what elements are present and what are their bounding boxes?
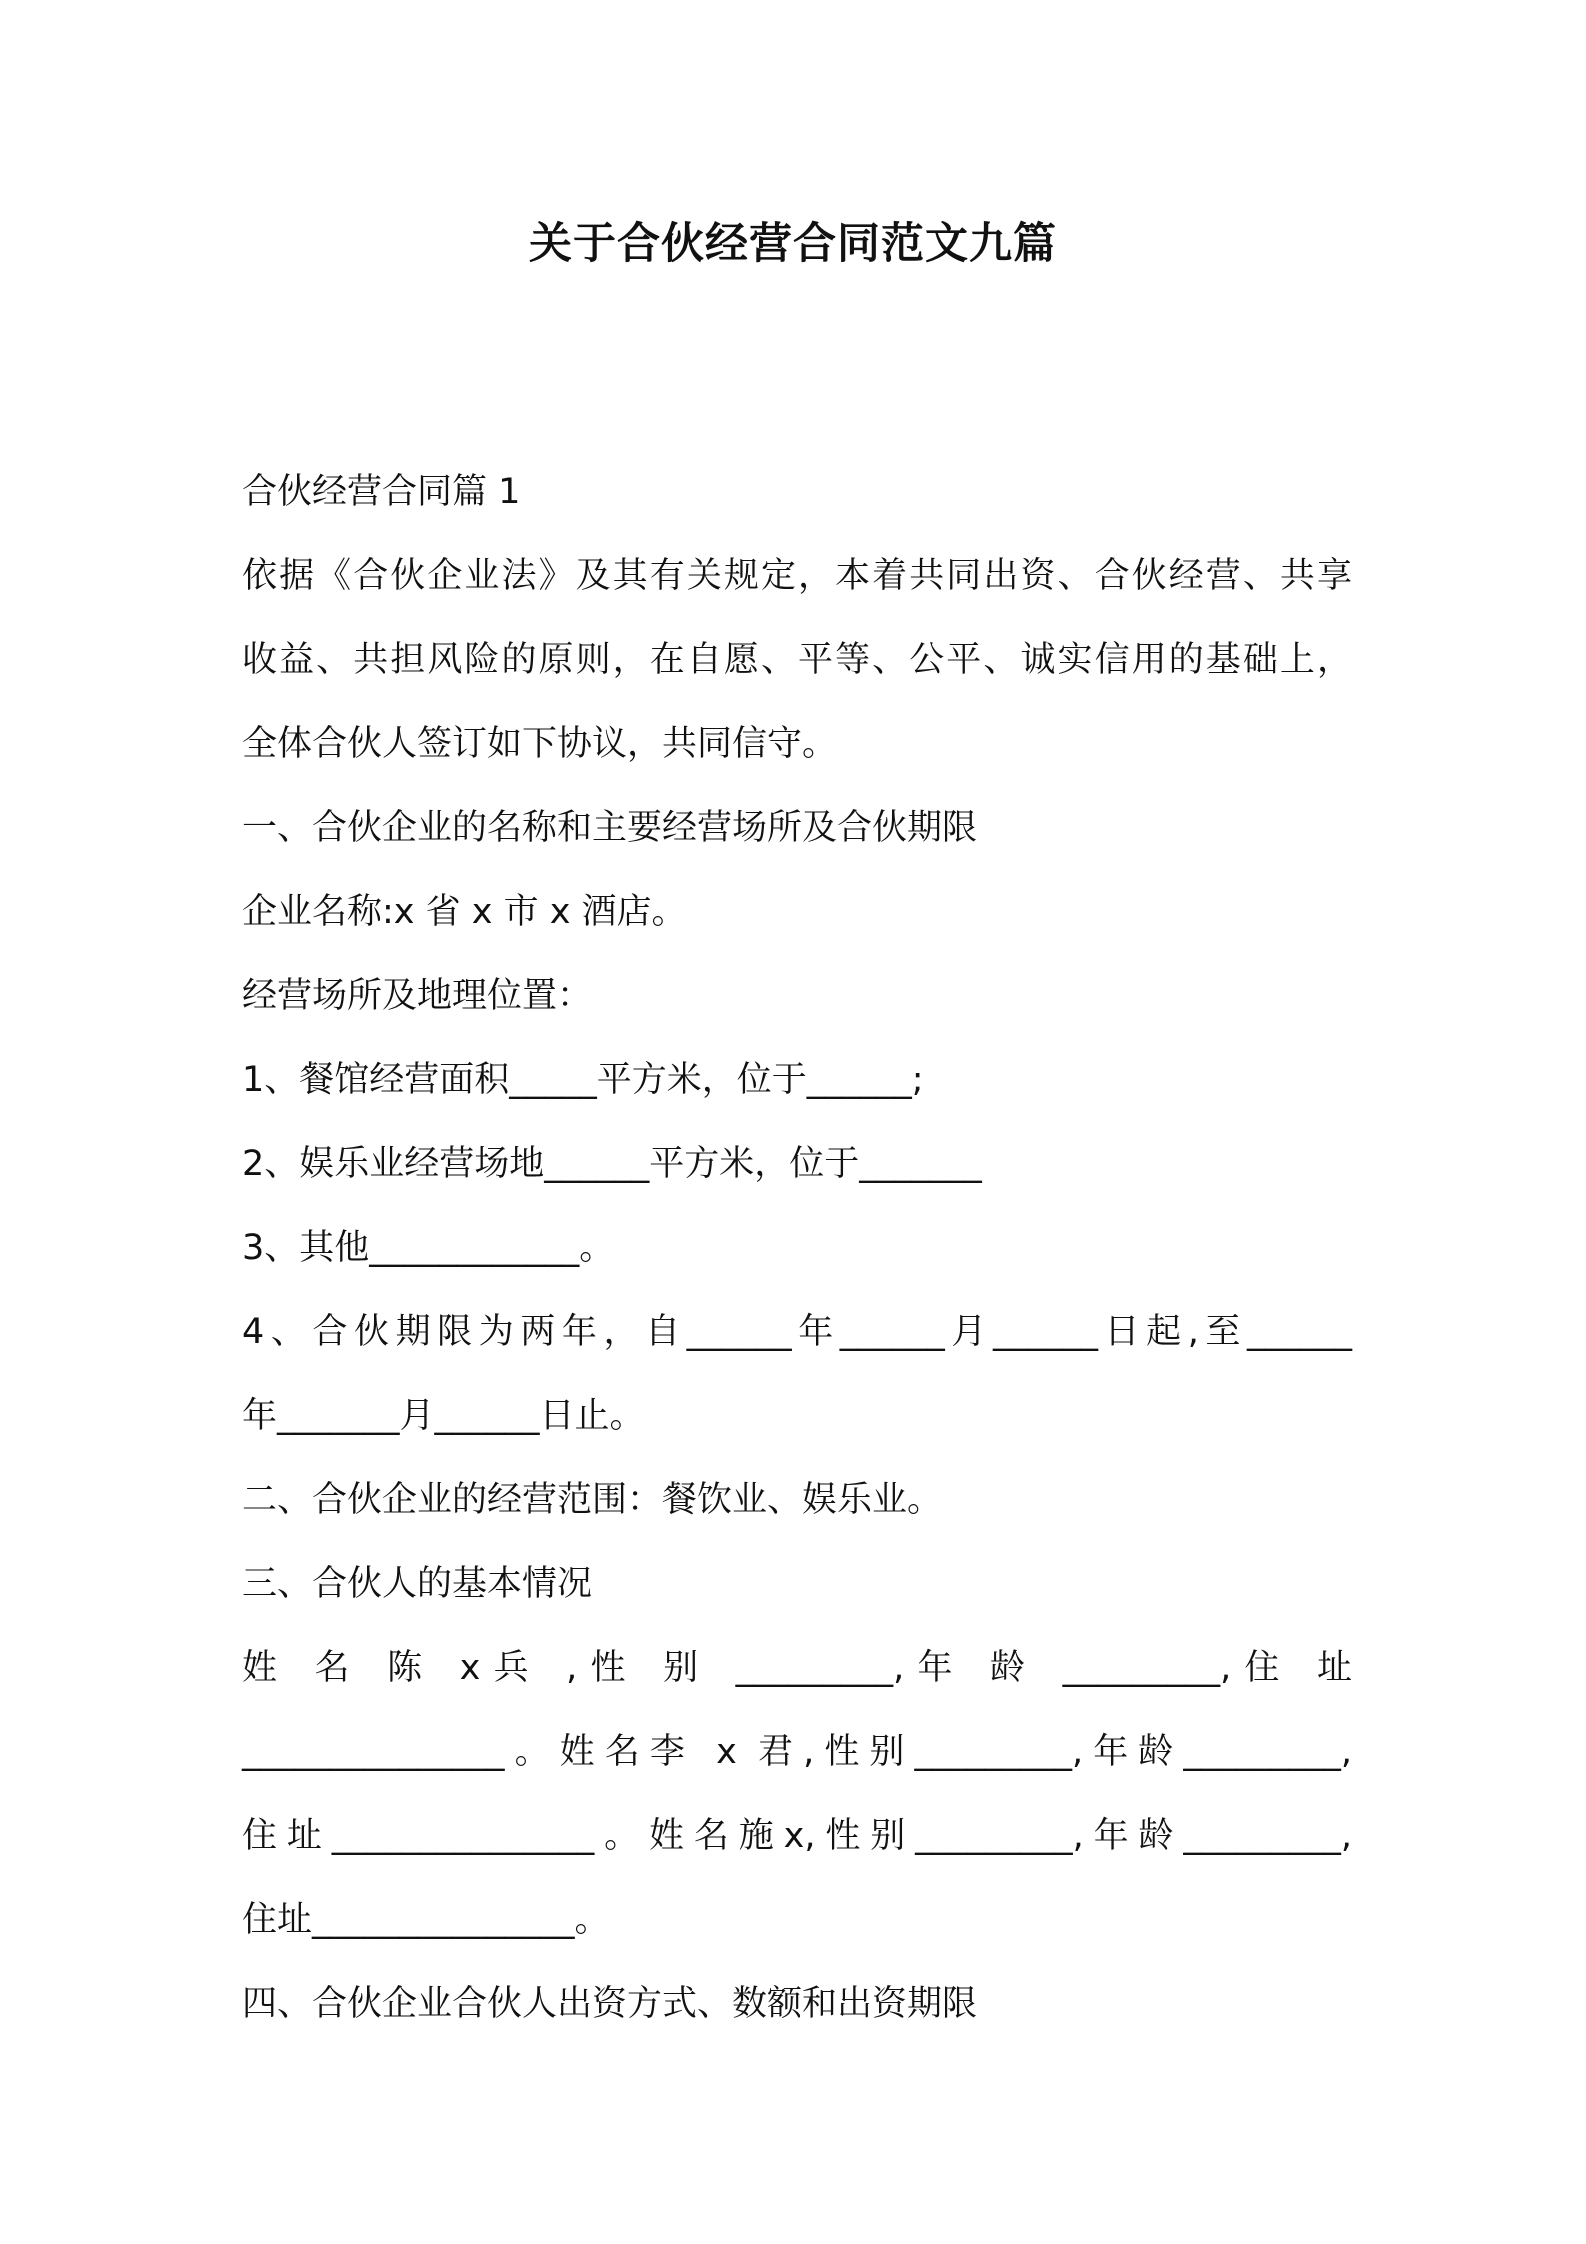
- paragraph-line: _______________。姓名李 x 君,性别_________,年龄_________,: [242, 1732, 1352, 1772]
- list-item: 4、合伙期限为两年，自______年______月______日起,至______: [242, 1312, 1352, 1352]
- clause-heading: 一、合伙企业的名称和主要经营场所及合伙期限: [242, 808, 978, 848]
- clause-heading: 三、合伙人的基本情况: [242, 1564, 593, 1604]
- paragraph-line: 企业名称:x 省 x 市 x 酒店。: [242, 892, 687, 932]
- paragraph-line: 收益、共担风险的原则，在自愿、平等、公平、诚实信用的基础上，: [242, 640, 1352, 680]
- paragraph-line: 姓 名 陈 x兵 ,性 别 _________,年 龄 _________,住 址: [242, 1648, 1352, 1688]
- paragraph-line: 年_______月______日止。: [242, 1396, 645, 1436]
- document-title: 关于合伙经营合同范文九篇: [529, 219, 1057, 269]
- clause-heading: 四、合伙企业合伙人出资方式、数额和出资期限: [242, 1984, 978, 2024]
- section-heading: 合伙经营合同篇 1: [242, 472, 521, 512]
- list-item: 3、其他____________。: [242, 1228, 615, 1268]
- list-item: 2、娱乐业经营场地______平方米，位于_______: [242, 1144, 982, 1184]
- clause-heading: 二、合伙企业的经营范围：餐饮业、娱乐业。: [242, 1480, 943, 1520]
- paragraph-line: 住址_______________。姓名施x,性别_________,年龄_________,: [242, 1816, 1352, 1856]
- list-item: 1、餐馆经营面积_____平方米，位于______;: [242, 1060, 924, 1100]
- paragraph-line: 经营场所及地理位置：: [242, 976, 593, 1016]
- paragraph-line: 住址_______________。: [242, 1900, 610, 1940]
- document-body: [242, 450, 1352, 2046]
- paragraph-line: 依据《合伙企业法》及其有关规定，本着共同出资、合伙经营、共享: [242, 556, 1352, 596]
- paragraph-line: 全体合伙人签订如下协议，共同信守。: [242, 724, 838, 764]
